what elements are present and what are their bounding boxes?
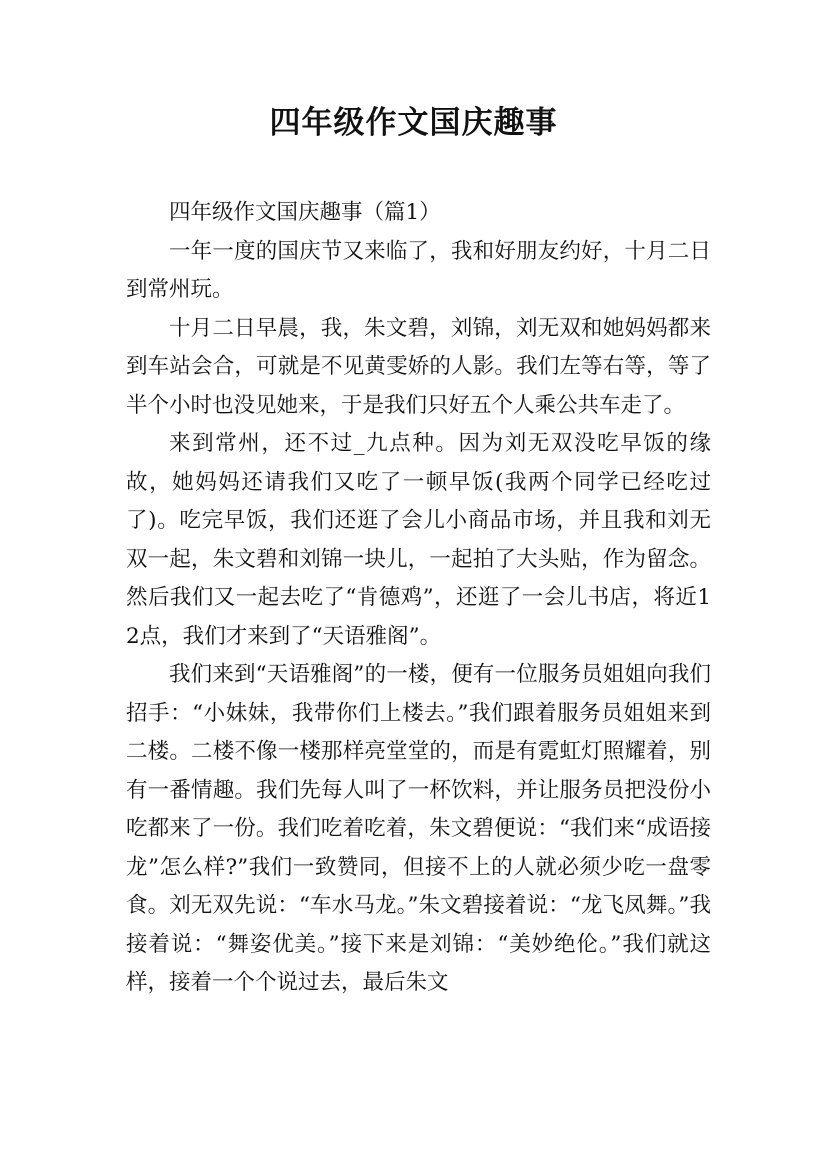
paragraph-heading: 四年级作文国庆趣事（篇1）: [169, 200, 441, 225]
document-title: 四年级作文国庆趣事: [269, 105, 558, 141]
paragraph: 一年一度的国庆节又来临了，我和好朋友约好，十月二日到常州玩。: [126, 238, 711, 302]
paragraph: 来到常州，还不过_九点种。因为刘无双没吃早饭的缘故，她妈妈还请我们又吃了一顿早饭(我两个同学已经吃过了)。吃完早饭，我们还逛了会儿小商品市场，并且我和刘无双一起，朱文碧和刘锦一块儿，一起拍了大头贴，作为留念。然后我们又一起去吃了“肯德鸡”，还逛了一会儿书店，将近12点，我们才来到了“天语雅阁”。: [126, 431, 711, 649]
paragraph: 十月二日早晨，我，朱文碧，刘锦，刘无双和她妈妈都来到车站会合，可就是不见黄雯娇的人影。我们左等右等，等了半个小时也没见她来，于是我们只好五个人乘公共车走了。: [126, 315, 711, 418]
paragraph: 我们来到“天语雅阁”的一楼，便有一位服务员姐姐向我们招手：“小妹妹，我带你们上楼去。”我们跟着服务员姐姐来到二楼。二楼不像一楼那样亮堂堂的，而是有霓虹灯照耀着，别有一番情趣。我们先每人叫了一杯饮料，并让服务员把没份小吃都来了一份。我们吃着吃着，朱文碧便说：“我们来“成语接龙”怎么样?”我们一致赞同，但接不上的人就必须少吃一盘零食。刘无双先说：“车水马龙。”朱文碧接着说：“龙飞凤舞。”我接着说：“舞姿优美。”接下来是刘锦：“美妙绝伦。”我们就这样，接着一个个说过去，最后朱文: [126, 662, 711, 995]
document-body: [126, 194, 711, 1003]
